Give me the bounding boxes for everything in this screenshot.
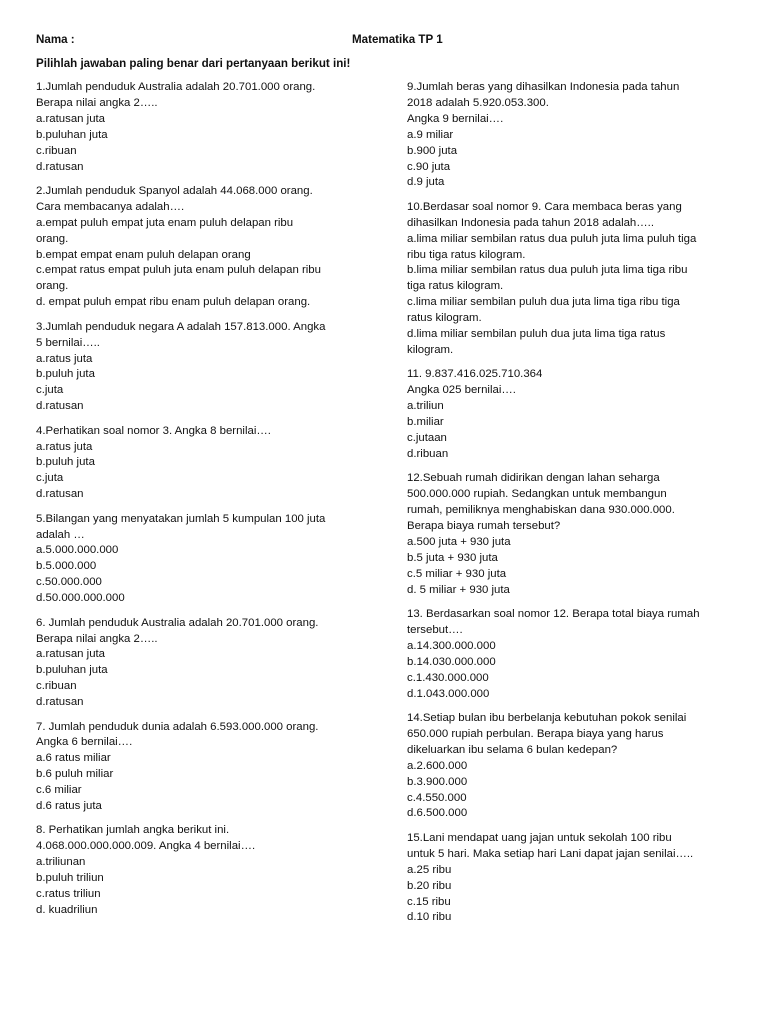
answer-option: c.5 miliar + 930 juta <box>407 567 507 580</box>
question-text: 2.Jumlah penduduk Spanyol adalah 44.068.000 orang. Cara membacanya adalah…. <box>36 184 313 213</box>
question-text: 13. Berdasarkan soal nomor 12. Berapa total biaya rumah tersebut…. <box>407 608 700 636</box>
question-text: 5.Bilangan yang menyatakan jumlah 5 kumpulan 100 juta adalah … <box>36 512 326 541</box>
question-text: 12.Sebuah rumah didirikan dengan lahan seharga 500.000.000 rupiah. Sedangkan untuk membangun rumah, pemiliknya menghabiskan dana 930.000.000. Berapa biaya rumah tersebut? <box>407 472 675 533</box>
answer-option: b.5 juta + 930 juta <box>407 551 498 564</box>
question-block <box>407 711 737 822</box>
question-block <box>407 367 737 462</box>
answer-option: b.14.030.000.000 <box>407 655 496 668</box>
answer-option: a.14.300.000.000 <box>407 639 496 652</box>
answer-option: a.25 ribu <box>407 863 452 876</box>
answer-option: d.6.500.000 <box>407 807 468 820</box>
answer-option: a.empat puluh empat juta enam puluh delapan ribu orang. <box>36 216 294 245</box>
question-text: 4.Perhatikan soal nomor 3. Angka 8 bernilai…. <box>36 424 271 437</box>
answer-option: a.9 miliar <box>407 128 454 141</box>
answer-option: a.ratusan juta <box>36 112 106 125</box>
answer-option: d.50.000.000.000 <box>36 592 125 605</box>
question-text: 3.Jumlah penduduk negara A adalah 157.813.000. Angka 5 bernilai….. <box>36 320 326 349</box>
answer-option: c.ribuan <box>36 680 77 693</box>
question-block <box>36 512 381 607</box>
answer-option: d.lima miliar sembilan puluh dua juta lima tiga ratus kilogram. <box>407 328 666 356</box>
answer-option: b.miliar <box>407 416 444 429</box>
answer-option: c.50.000.000 <box>36 576 102 589</box>
answer-option: c.4.550.000 <box>407 791 467 804</box>
instruction-text: Pilihlah jawaban paling benar dari pertanyaan berikut ini! <box>36 57 351 70</box>
answer-option: a.lima miliar sembilan ratus dua puluh juta lima puluh tiga ribu tiga ratus kilogram. <box>407 232 697 261</box>
answer-option: d.9 juta <box>407 176 445 189</box>
answer-option: b.empat empat enam puluh delapan orang <box>36 248 251 261</box>
answer-option: c.6 miliar <box>36 784 82 797</box>
answer-option: a.500 juta + 930 juta <box>407 535 511 548</box>
answer-option: d.ratusan <box>36 160 84 173</box>
question-block <box>407 607 737 702</box>
question-block <box>407 471 737 598</box>
answer-option: d.6 ratus juta <box>36 800 102 813</box>
question-block <box>36 823 381 918</box>
answer-option: a.ratus juta <box>36 440 93 453</box>
answer-option: b.3.900.000 <box>407 775 468 788</box>
answer-option: c.ribuan <box>36 144 77 157</box>
answer-option: b.puluh triliun <box>36 872 104 885</box>
answer-option: c.ratus triliun <box>36 888 101 901</box>
answer-option: b.puluhan juta <box>36 664 108 677</box>
question-text: 11. 9.837.416.025.710.364 Angka 025 bernilai…. <box>407 368 543 397</box>
answer-option: d.ratusan <box>36 696 84 709</box>
question-text: 15.Lani mendapat uang jajan untuk sekolah 100 ribu untuk 5 hari. Maka setiap hari Lani dapat jajan senilai….. <box>407 831 694 860</box>
answer-option: d. kuadriliun <box>36 904 98 916</box>
answer-option: d.10 ribu <box>407 911 452 924</box>
answer-option: d.ribuan <box>407 447 449 460</box>
question-block <box>36 424 381 504</box>
question-text: 7. Jumlah penduduk dunia adalah 6.593.000.000 orang. Angka 6 bernilai…. <box>36 720 319 749</box>
answer-option: d. empat puluh empat ribu enam puluh delapan orang. <box>36 296 311 309</box>
question-block <box>36 720 381 815</box>
answer-option: c.juta <box>36 384 64 397</box>
answer-option: a.triliun <box>407 400 444 413</box>
answer-option: b.6 puluh miliar <box>36 768 114 781</box>
answer-option: c.15 ribu <box>407 895 451 908</box>
answer-option: a.5.000.000.000 <box>36 544 119 557</box>
question-text: 1.Jumlah penduduk Australia adalah 20.701.000 orang. Berapa nilai angka 2….. <box>36 81 316 109</box>
name-label: Nama : <box>36 33 75 46</box>
answer-option: a.6 ratus miliar <box>36 752 111 765</box>
answer-option: b.900 juta <box>407 144 458 157</box>
answer-option: d.1.043.000.000 <box>407 687 490 700</box>
answer-option: b.puluh juta <box>36 456 95 469</box>
question-block <box>407 80 737 191</box>
question-block <box>36 80 381 175</box>
answer-option: c.1.430.000.000 <box>407 671 489 684</box>
answer-option: a.ratus juta <box>36 352 93 365</box>
question-text: 6. Jumlah penduduk Australia adalah 20.701.000 orang. Berapa nilai angka 2….. <box>36 616 319 645</box>
answer-option: b.lima miliar sembilan ratus dua puluh juta lima tiga ribu tiga ratus kilogram. <box>407 264 688 293</box>
answer-option: b.puluhan juta <box>36 128 108 141</box>
question-text: 10.Berdasar soal nomor 9. Cara membaca beras yang dihasilkan Indonesia pada tahun 2018 adalah….. <box>407 200 682 229</box>
answer-option: c.empat ratus empat puluh juta enam puluh delapan ribu orang. <box>36 264 321 293</box>
answer-option: c.juta <box>36 472 64 485</box>
answer-option: a.triliunan <box>36 856 86 869</box>
question-block <box>407 200 737 359</box>
right-column <box>407 80 737 935</box>
question-block <box>36 184 381 311</box>
answer-option: c.90 juta <box>407 160 451 173</box>
answer-option: d.ratusan <box>36 488 84 501</box>
answer-option: a.ratusan juta <box>36 648 106 661</box>
answer-option: b.puluh juta <box>36 368 95 381</box>
question-text: 9.Jumlah beras yang dihasilkan Indonesia pada tahun 2018 adalah 5.920.053.300. Angka 9 bernilai…. <box>407 81 680 125</box>
question-block <box>407 831 737 926</box>
answer-option: b.5.000.000 <box>36 560 97 573</box>
subject-title: Matematika TP 1 <box>352 33 443 46</box>
answer-option: c.lima miliar sembilan puluh dua juta lima tiga ribu tiga ratus kilogram. <box>407 296 680 325</box>
left-column <box>36 80 381 927</box>
answer-option: d. 5 miliar + 930 juta <box>407 583 510 596</box>
answer-option: c.jutaan <box>407 432 447 445</box>
answer-option: a.2.600.000 <box>407 759 468 772</box>
question-text: 8. Perhatikan jumlah angka berikut ini. 4.068.000.000.000.009. Angka 4 bernilai…. <box>36 824 256 853</box>
question-block <box>36 320 381 415</box>
question-block <box>36 616 381 711</box>
answer-option: b.20 ribu <box>407 879 452 892</box>
answer-option: d.ratusan <box>36 400 84 413</box>
question-text: 14.Setiap bulan ibu berbelanja kebutuhan pokok senilai 650.000 rupiah perbulan. Berapa biaya yang harus dikeluarkan ibu selama 6 bulan kedepan? <box>407 712 687 756</box>
